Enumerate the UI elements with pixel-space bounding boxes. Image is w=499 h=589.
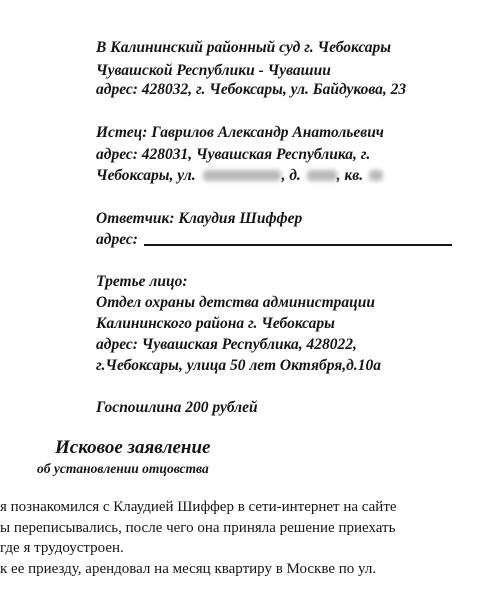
defendant-name-line: Ответчик: Клаудия Шиффер (96, 210, 303, 227)
body-line: где я трудоустроен. (0, 540, 124, 556)
apartment-label: , кв. (336, 167, 364, 184)
third-party-label: Третье лицо: (96, 273, 188, 290)
third-party-name-line: Отдел охраны детства администрации (96, 294, 375, 311)
body-line: я познакомился с Клаудией Шиффер в сети-интернет на сайте (0, 499, 397, 515)
redacted-street (203, 170, 281, 181)
redacted-apartment (369, 170, 383, 181)
plaintiff-address-street-line (96, 166, 383, 185)
redacted-house (307, 170, 337, 181)
plaintiff-address-line: адрес: 428031, Чувашская Республика, г. (96, 146, 371, 163)
address-blank-underline (144, 244, 452, 246)
court-region-line: Чувашской Республики - Чувашии (96, 62, 331, 79)
statement-body (0, 497, 499, 579)
defendant-address-line (96, 230, 452, 249)
third-party-address-line: адрес: Чувашская Республика, 428022, (96, 336, 357, 353)
court-name-line: В Калининский районный суд г. Чебоксары (96, 39, 392, 56)
plaintiff-name-line: Истец: Гаврилов Александр Анатольевич (96, 124, 384, 141)
defendant-address-label: адрес: (96, 231, 138, 248)
state-fee-line: Госпошлина 200 рублей (96, 399, 258, 416)
document-subtitle: об установлении отцовства (37, 461, 209, 476)
third-party-district-line: Калининского района г. Чебоксары (96, 315, 335, 332)
street-prefix: Чебоксары, ул. (96, 167, 196, 184)
document-title: Исковое заявление (55, 437, 211, 458)
body-line: к ее приезду, арендовал на месяц квартиру в Москве по ул. (0, 560, 377, 577)
house-label: , д. (281, 167, 301, 184)
third-party-street-line: г.Чебоксары, улица 50 лет Октября,д.10а (96, 357, 381, 374)
court-address-line: адрес: 428032, г. Чебоксары, ул. Байдукова, 23 (96, 81, 407, 98)
body-line: ы переписывались, после чего она приняла решение приехать (0, 519, 396, 536)
